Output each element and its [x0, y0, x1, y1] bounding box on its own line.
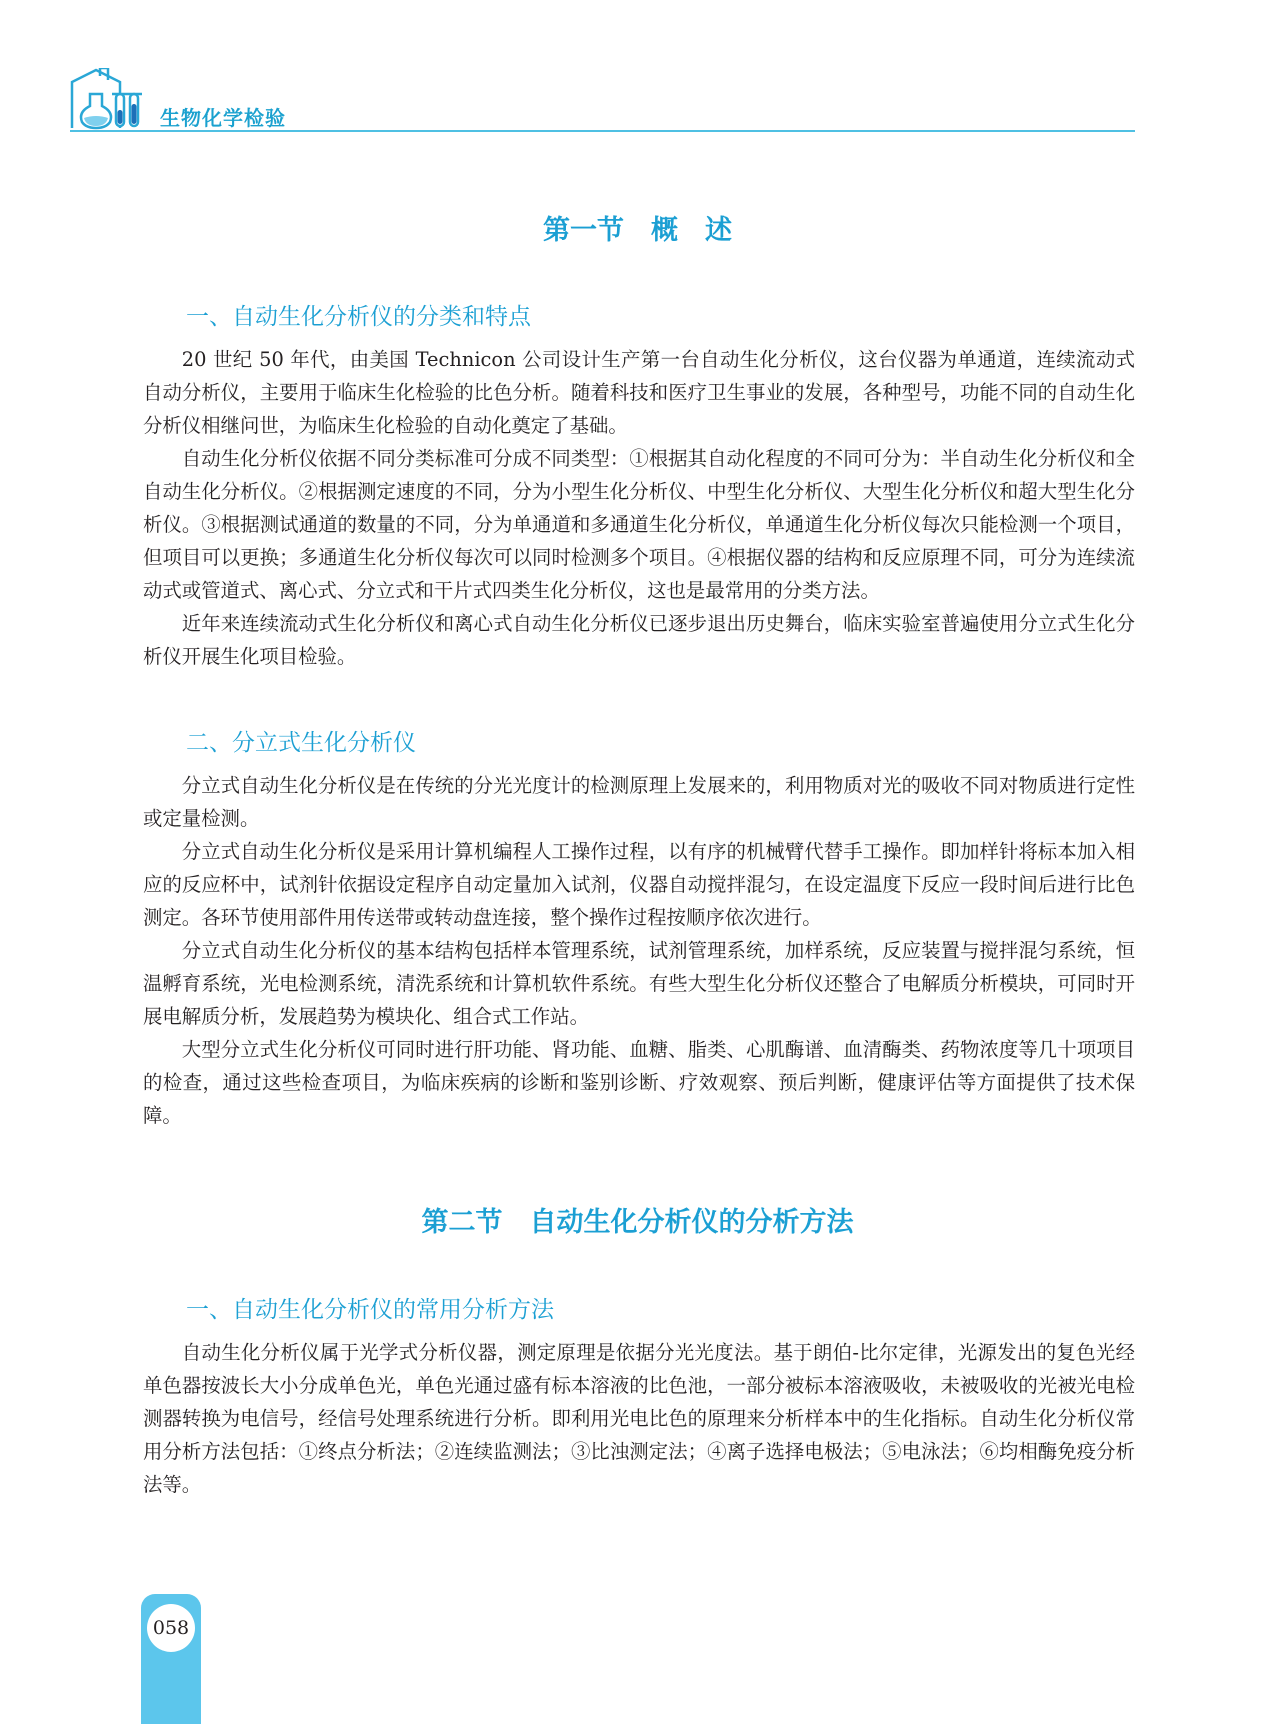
page-number: 058: [152, 1617, 190, 1639]
text-block-classification: [143, 343, 1135, 673]
running-header: [70, 68, 1135, 132]
header-title: 生物化学检验: [160, 106, 286, 130]
text-block-analysis-methods: [143, 1336, 1135, 1501]
paragraph: 20 世纪 50 年代，由美国 Technicon 公司设计生产第一台自动生化分析仪，这台仪器为单通道，连续流动式自动分析仪，主要用于临床生化检验的比色分析。随着科技和医疗卫生事业的发展，各种型号，功能不同的自动生化分析仪相继问世，为临床生化检验的自动化奠定了基础。: [143, 348, 1135, 437]
section-title-1: 第一节 概 述: [543, 215, 732, 246]
section-title-2: 第二节 自动生化分析仪的分析方法: [421, 1207, 854, 1238]
paragraph: 分立式自动生化分析仪的基本结构包括样本管理系统，试剂管理系统，加样系统，反应装置与搅拌混匀系统，恒温孵育系统，光电检测系统，清洗系统和计算机软件系统。有些大型生化分析仪还整合了电解质分析模块，可同时开展电解质分析，发展趋势为模块化、组合式工作站。: [143, 939, 1135, 1028]
subheading-classification: 一、自动生化分析仪的分类和特点: [186, 304, 531, 330]
paragraph: 近年来连续流动式生化分析仪和离心式自动生化分析仪已逐步退出历史舞台，临床实验室普遍使用分立式生化分析仪开展生化项目检验。: [143, 612, 1135, 668]
header-divider: [70, 130, 1135, 132]
subheading-discrete-analyzer: 二、分立式生化分析仪: [186, 730, 416, 756]
paragraph: 分立式自动生化分析仪是采用计算机编程人工操作过程，以有序的机械臂代替手工操作。即加样针将标本加入相应的反应杯中，试剂针依据设定程序自动定量加入试剂，仪器自动搅拌混匀，在设定温度下反应一段时间后进行比色测定。各环节使用部件用传送带或转动盘连接，整个操作过程按顺序依次进行。: [143, 840, 1135, 929]
paragraph: 分立式自动生化分析仪是在传统的分光光度计的检测原理上发展来的，利用物质对光的吸收不同对物质进行定性或定量检测。: [143, 774, 1135, 830]
text-block-discrete-analyzer: [143, 769, 1135, 1132]
lab-glassware-icon: [70, 68, 150, 132]
paragraph: 自动生化分析仪依据不同分类标准可分成不同类型：①根据其自动化程度的不同可分为：半自动生化分析仪和全自动生化分析仪。②根据测定速度的不同，分为小型生化分析仪、中型生化分析仪、大型生化分析仪和超大型生化分析仪。③根据测试通道的数量的不同，分为单通道和多通道生化分析仪，单通道生化分析仪每次只能检测一个项目，但项目可以更换；多通道生化分析仪每次可以同时检测多个项目。④根据仪器的结构和反应原理不同，可分为连续流动式或管道式、离心式、分立式和干片式四类生化分析仪，这也是最常用的分类方法。: [143, 447, 1135, 602]
paragraph: 自动生化分析仪属于光学式分析仪器，测定原理是依据分光光度法。基于朗伯-比尔定律，光源发出的复色光经单色器按波长大小分成单色光，单色光通过盛有标本溶液的比色池，一部分被标本溶液吸收，未被吸收的光被光电检测器转换为电信号，经信号处理系统进行分析。即利用光电比色的原理来分析样本中的生化指标。自动生化分析仪常用分析方法包括：①终点分析法；②连续监测法；③比浊测定法；④离子选择电极法；⑤电泳法；⑥均相酶免疫分析法等。: [143, 1341, 1135, 1496]
paragraph: 大型分立式生化分析仪可同时进行肝功能、肾功能、血糖、脂类、心肌酶谱、血清酶类、药物浓度等几十项项目的检查，通过这些检查项目，为临床疾病的诊断和鉴别诊断、疗效观察、预后判断，健康评估等方面提供了技术保障。: [143, 1038, 1135, 1127]
subheading-analysis-methods: 一、自动生化分析仪的常用分析方法: [186, 1297, 554, 1323]
